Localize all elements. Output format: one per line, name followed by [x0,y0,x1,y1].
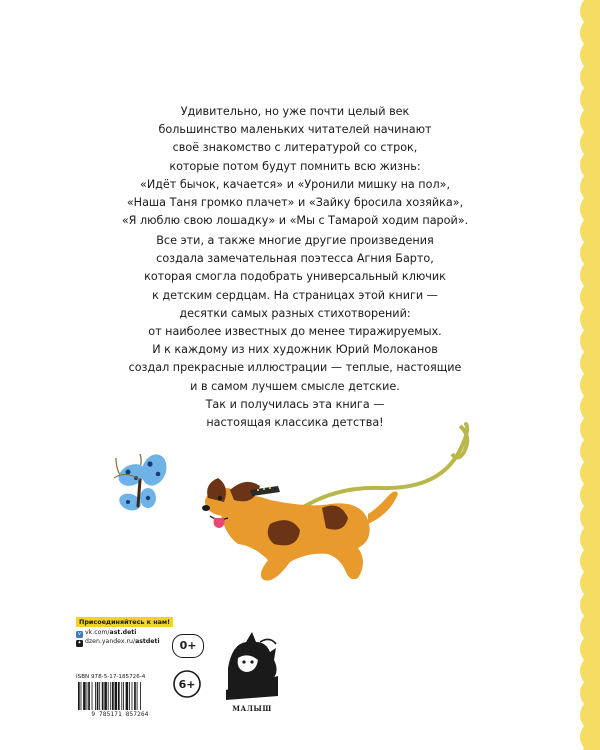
barcode-bar [108,682,109,712]
intro-paragraph [90,103,500,230]
barcode-bar [112,682,114,712]
publisher-name: МАЛЫШ [232,704,272,713]
barcode-bar [134,682,136,712]
barcode-bar [137,682,138,712]
text-line: и в самом лучшем смысле детские. [190,379,400,393]
barcode-bar [118,682,120,712]
leash [290,424,467,516]
text-line: большинство маленьких читателей начинают [158,123,432,137]
wavy-yellow-border [574,0,600,750]
text-line: которая смогла подобрать универсальный ключик [144,270,446,284]
barcode-bar [87,682,88,712]
text-line: «Идёт бычок, качается» и «Уронили мишку на пол», [139,177,451,191]
text-line: «Я люблю свою лошадку» и «Мы с Тамарой ходим парой». [121,214,469,228]
text-line: которые потом будут помнить всю жизнь: [169,159,421,173]
age-six-label: 6+ [178,678,196,691]
barcode-digits: 9 785171 857264 [76,710,164,719]
age-six-plus-icon [172,669,202,699]
text-line: Все эти, а также многие другие произведения [156,234,434,247]
barcode-bar [132,682,133,712]
text-line: от наиболее известных до менее тиражируемых. [148,325,442,339]
text-line: создала замечательная поэтесса Агния Барто, [156,252,434,266]
text-line: Удивительно, но уже почти целый век [180,105,410,118]
barcode-bar [129,682,130,712]
barcode-bar [88,682,90,712]
text-line: десятки самых разных стихотворений: [179,306,411,320]
text-line: Так и получилась эта книга — [205,397,385,411]
barcode-bar [126,682,129,712]
barcode-bar [78,682,80,712]
barcode-bar [92,682,93,712]
barcode-bar [104,682,107,712]
barcode-bar [140,682,141,712]
barcode-bar [99,682,100,712]
vk-handle: ast.deti [109,629,137,636]
isbn-text: ISBN 978-5-17-185726-4 [76,674,146,680]
barcode-bar [83,682,86,712]
butterfly-icon [114,451,171,513]
text-line: «Наша Таня громко плачет» и «Зайку бросила хозяйка», [126,196,464,210]
publisher-logo [220,628,284,704]
barcode-bar [81,682,82,712]
barcode-bar [123,682,124,712]
barcode-bar [110,682,111,712]
dzen-handle: astdeti [135,638,160,645]
dzen-link[interactable] [76,638,160,647]
description-paragraph [90,232,500,432]
text-line: к детским сердцам. На страницах этой книги — [152,288,438,302]
join-us-badge: Присоединяйтесь к нам! [76,617,173,627]
barcode-bar [97,682,99,712]
vk-icon: v [76,631,83,638]
dog-icon [202,478,398,581]
vk-prefix: vk.com/ [85,629,110,636]
barcode-bar [102,682,104,712]
dzen-prefix: dzen.yandex.ru/ [85,638,136,645]
barcode-bar [115,682,118,712]
text-line: настоящая классика детства! [206,416,384,430]
vk-link[interactable] [76,629,136,638]
barcode-bar [95,682,96,712]
dog-and-butterfly-illustration [110,420,490,590]
dzen-icon: ✦ [77,640,82,646]
text-line: своё знакомство с литературой со строк, [172,141,418,155]
barcode-bar [121,682,122,712]
text-line: создал прекрасные иллюстрации — теплые, настоящие [128,361,462,375]
age-rating-badge: 0+ [172,634,204,658]
text-line: И к каждому из них художник Юрий Молоканов [152,343,438,357]
